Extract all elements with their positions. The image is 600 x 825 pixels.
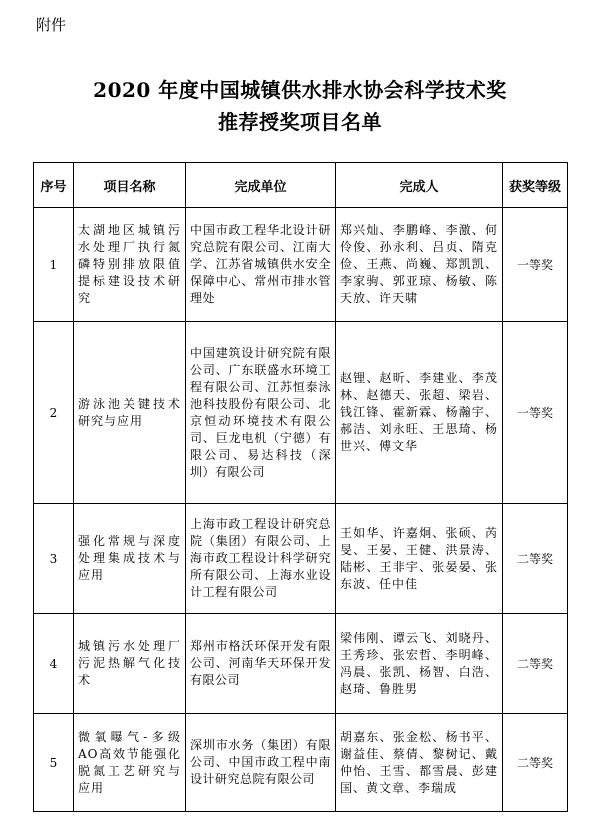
row-no: 4 bbox=[34, 614, 74, 714]
attachment-label: 附件 bbox=[36, 16, 67, 34]
completion-unit: 中国建筑设计研究院有限公司、广东联盛水环境工程有限公司、江苏恒泰泳池科技股份有限公司、北京恒动环境技术有限公司、巨龙电机（宁德）有限公司、易达科技（深圳）有限公司 bbox=[186, 322, 336, 504]
table-row bbox=[34, 714, 568, 812]
header-people: 完成人 bbox=[336, 163, 503, 208]
completion-unit: 上海市政工程设计研究总院（集团）有限公司、上海市政工程设计科学研究所有限公司、上海水业设计工程有限公司 bbox=[186, 504, 336, 614]
award-grade: 二等奖 bbox=[503, 504, 568, 614]
row-no: 3 bbox=[34, 504, 74, 614]
table-row bbox=[34, 322, 568, 504]
header-grade: 获奖等级 bbox=[503, 163, 568, 208]
header-unit: 完成单位 bbox=[186, 163, 336, 208]
completion-unit: 郑州市格沃环保开发有限公司、河南华天环保开发有限公司 bbox=[186, 614, 336, 714]
row-no: 2 bbox=[34, 322, 74, 504]
completion-unit: 中国市政工程华北设计研究总院有限公司、江南大学、江苏省城镇供水安全保障中心、常州市排水管理处 bbox=[186, 208, 336, 322]
project-name: 城镇污水处理厂污泥热解气化技术 bbox=[74, 614, 186, 714]
table-row bbox=[34, 614, 568, 714]
row-no: 1 bbox=[34, 208, 74, 322]
award-table bbox=[33, 162, 568, 812]
project-name: 太湖地区城镇污水处理厂执行氮磷特别排放限值提标建设技术研究 bbox=[74, 208, 186, 322]
award-grade: 一等奖 bbox=[503, 208, 568, 322]
table-row bbox=[34, 504, 568, 614]
row-no: 5 bbox=[34, 714, 74, 812]
completion-people: 赵锂、赵昕、李建业、李茂林、赵德天、张超、梁岩、钱江锋、霍新霖、杨瀚宇、郝洁、刘永旺、王思琦、杨世兴、傅文华 bbox=[336, 322, 503, 504]
header-no: 序号 bbox=[34, 163, 74, 208]
table-header-row bbox=[34, 163, 568, 208]
award-grade: 二等奖 bbox=[503, 614, 568, 714]
award-grade: 二等奖 bbox=[503, 714, 568, 812]
award-grade: 一等奖 bbox=[503, 322, 568, 504]
project-name: 游泳池关键技术研究与应用 bbox=[74, 322, 186, 504]
project-name: 微氧曝气-多级AO高效节能强化脱氮工艺研究与应用 bbox=[74, 714, 186, 812]
completion-people: 胡嘉东、张金松、杨书平、谢益佳、蔡倩、黎树记、戴仲怡、王雪、都雪晨、彭建国、黄文章、李瑞成 bbox=[336, 714, 503, 812]
completion-unit: 深圳市水务（集团）有限公司、中国市政工程中南设计研究总院有限公司 bbox=[186, 714, 336, 812]
document-subtitle: 推荐授奖项目名单 bbox=[218, 110, 382, 134]
completion-people: 郑兴灿、李鹏峰、李激、何伶俊、孙永利、吕贞、隋克俭、王燕、尚巍、郑凯凯、李家驹、郭亚琼、杨敏、陈天放、许天啸 bbox=[336, 208, 503, 322]
project-name: 强化常规与深度处理集成技术与应用 bbox=[74, 504, 186, 614]
completion-people: 王如华、许嘉炯、张硕、芮旻、王晏、王健、洪景涛、陆彬、王非宇、张晏晏、张东波、任中佳 bbox=[336, 504, 503, 614]
document-title: 2020 年度中国城镇供水排水协会科学技术奖 bbox=[93, 78, 507, 102]
table-row bbox=[34, 208, 568, 322]
header-project-name: 项目名称 bbox=[74, 163, 186, 208]
completion-people: 梁伟刚、谭云飞、刘晓丹、王秀珍、张宏哲、李明峰、冯晨、张凯、杨智、白浩、赵琦、鲁胜男 bbox=[336, 614, 503, 714]
